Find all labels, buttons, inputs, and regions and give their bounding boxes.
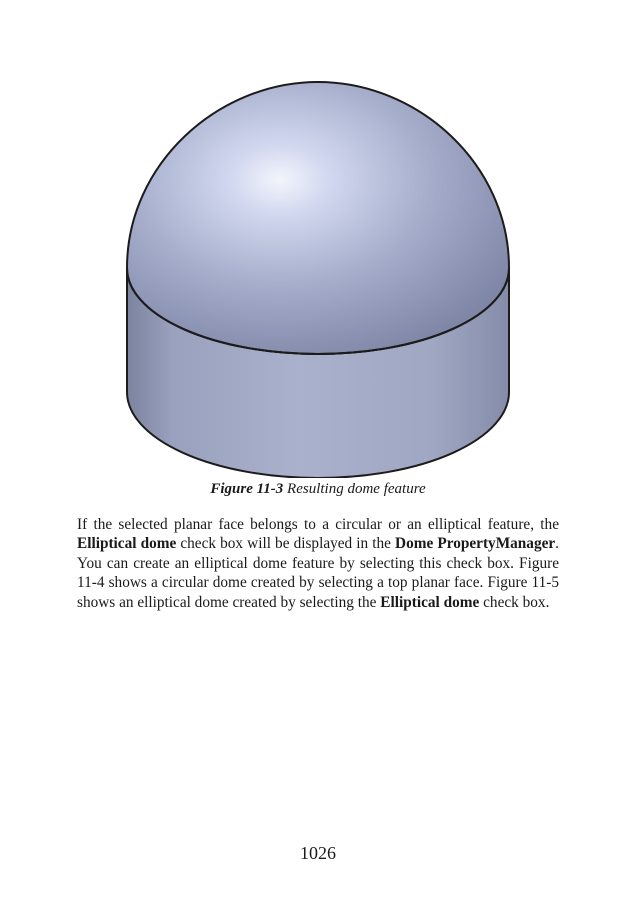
dome-illustration: [118, 74, 518, 478]
page-number: 1026: [300, 843, 336, 863]
term-dome-propertymanager: Dome PropertyManager: [395, 535, 556, 553]
text-run: If the selected planar face belongs to a circular or an elliptical feature, the: [77, 516, 559, 533]
text-run: check box will be displayed in the: [176, 535, 396, 553]
figure-title: Resulting dome feature: [283, 481, 426, 497]
dome-figure: [118, 74, 518, 478]
term-elliptical-dome: Elliptical dome: [77, 535, 177, 553]
body-paragraph: [77, 515, 559, 612]
text-run: check box.: [479, 593, 550, 611]
text-run: . You can create an elliptical dome feature by selecting this check box. Figure 11-4 shows a circular dome created by selecting a top planar face. Figure 11-5 shows an elliptical dome created by selecting the: [77, 535, 559, 611]
figure-number: Figure 11-3: [210, 481, 284, 497]
dome-cap: [127, 82, 509, 354]
term-elliptical-dome: Elliptical dome: [380, 593, 480, 611]
figure-caption: [0, 479, 636, 499]
